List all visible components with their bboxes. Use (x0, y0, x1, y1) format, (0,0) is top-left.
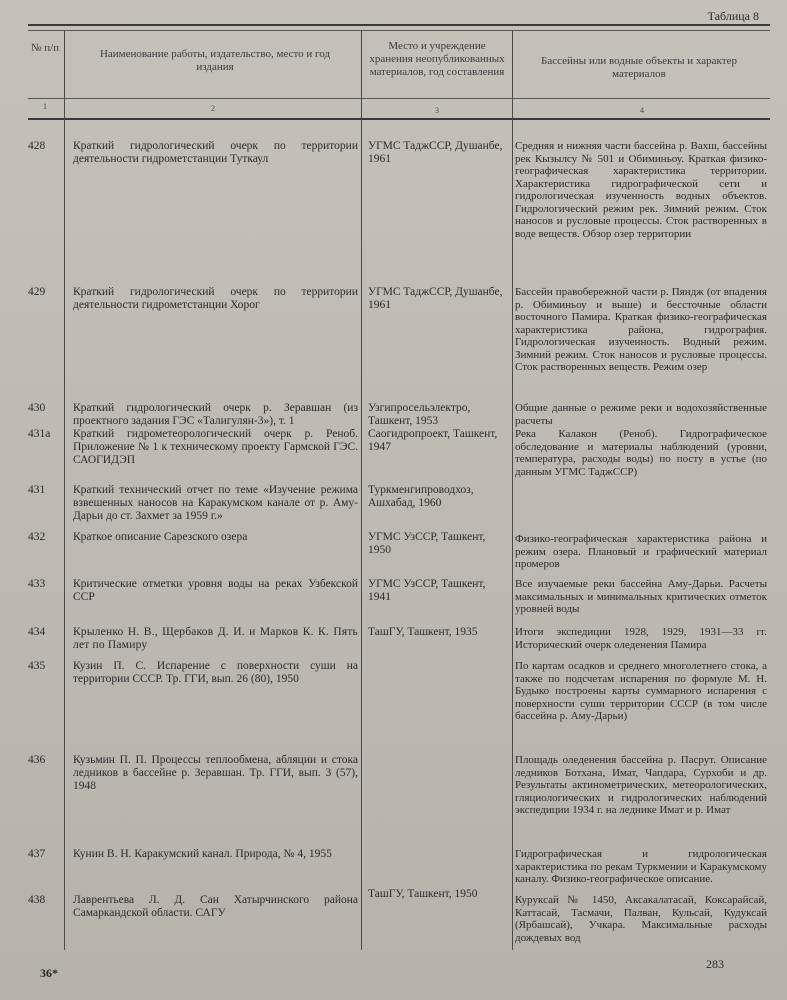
row-number: 435 (28, 660, 46, 672)
column-number-3: 3 (435, 106, 439, 115)
row-title: Крыленко Н. В., Щербаков Д. И. и Марков К. К. Пять лет по Памиру (73, 626, 358, 651)
row-place: Туркменгипроводхоз, Ашхабад, 1960 (368, 484, 474, 509)
row-title: Кузьмин П. П. Процессы теплообмена, абляции и стока ледников в бассейне р. Зеравшан. Тр. ГГИ, вып. 3 (57), 1948 (73, 754, 358, 792)
header-bottom-rule (28, 118, 770, 120)
row-place: УГМС УзССР, Ташкент, 1950 (368, 531, 486, 556)
row-title: Кунин В. Н. Каракумский канал. Природа, № 4, 1955 (73, 848, 332, 860)
row-place: Узгипросельэлектро, Ташкент, 1953 (368, 402, 471, 427)
row-description: Река Калакон (Реноб). Гидрографическое обследование и материалы наблюдений (уровни, температура, расходы воды) по посту в устье (по данным УГМС ТаджССР) (515, 428, 767, 478)
row-title: Краткий гидрологический очерк по территории деятельности гидрометстанции Хорог (73, 286, 358, 311)
column-number-4: 4 (640, 106, 644, 115)
row-description: Общие данные о режиме реки и водохозяйственные расчеты (515, 402, 767, 427)
row-description: По картам осадков и среднего многолетнего стока, а также по подсчетам испарения по формуле М. Н. Будыко построены карты суммарного испарения с поверхности суши территории СССР (в том числе бассейна р. Аму-Дарьи) (515, 660, 767, 722)
row-title: Краткое описание Сарезского озера (73, 531, 248, 543)
row-title: Краткий гидрологический очерк по территории деятельности гидрометстанции Туткаул (73, 140, 358, 165)
row-description: Площадь оледенения бассейна р. Пасрут. Описание ледников Ботхана, Имат, Чапдара, Сурхоби и др. Результаты актинометрических, метеорологических, гляциологических и гидрологических наблюдений экспедиции 1934 г. на леднике Имат и р. Имат (515, 754, 767, 816)
row-number: 431а (28, 428, 51, 440)
row-title: Лаврентьева Л. Д. Сан Хатырчинского района Самаркандской области. САГУ (73, 894, 358, 919)
row-number: 429 (28, 286, 46, 298)
row-description: Итоги экспедиции 1928, 1929, 1931—33 гг. Исторический очерк оледенения Памира (515, 626, 767, 651)
column-number-2: 2 (211, 104, 215, 113)
column-separator-1 (64, 30, 65, 950)
header-col1: № п/п (30, 42, 60, 54)
row-number: 430 (28, 402, 46, 414)
row-number: 438 (28, 894, 46, 906)
column-number-1: 1 (43, 102, 47, 111)
row-place: ТашГУ, Ташкент, 1935 (368, 626, 478, 638)
row-number: 436 (28, 754, 46, 766)
header-divider (28, 98, 770, 99)
row-place: УГМС ТаджССР, Душанбе, 1961 (368, 286, 503, 311)
row-number: 433 (28, 578, 46, 590)
row-description: Средняя и нижняя части бассейна р. Вахш, бассейны рек Кызылсу № 501 и Обиминьоу. Краткая физико-географическая характеристика территории. Характеристика гидрографической сети и гидрологическая изученность водных объектов. Гидрологический режим рек. Зимний режим. Сток наносов и русловые процессы. Сток растворенных в воде веществ. Обзор озер территории (515, 140, 767, 240)
row-place: Саогидропроект, Ташкент, 1947 (368, 428, 498, 453)
row-title: Критические отметки уровня воды на реках Узбекской ССР (73, 578, 358, 603)
row-title: Краткий гидрометеорологический очерк р. Реноб. Приложение № 1 к техническому проекту Гармской ГЭС. САОГИДЭП (73, 428, 358, 466)
row-place: ТашГУ, Ташкент, 1950 (368, 888, 478, 900)
row-description: Бассейн правобережной части р. Пяндж (от впадения р. Обиминьоу и выше) и бессточные области восточного Памира. Краткая физико-географическая характеристика района, гидрография. Гидрологическая изученность. Водный режим. Зимний режим. Сток наносов и русловые процессы. Сток растворенных веществ. Режим озер (515, 286, 767, 373)
row-description: Курyксай № 1450, Аксакалатасай, Коксарайсай, Каттасай, Тасмачи, Палван, Кульсай, Кудуксай (Ярбашсай), Учкара. Максимальные расходы дождевых вод (515, 894, 767, 944)
signature-mark: 36* (40, 966, 58, 980)
header-col2: Наименование работы, издательство, место и год издания (99, 48, 331, 73)
row-title: Краткий технический отчет по теме «Изучение режима взвешенных наносов на Каракумском канале от р. Аму-Дарьи до ст. Захмет за 1959 г.» (73, 484, 358, 522)
table-caption: Таблица 8 (707, 9, 759, 23)
column-separator-3 (512, 30, 513, 950)
row-description: Все изучаемые реки бассейна Аму-Дарьи. Расчеты максимальных и минимальных критических отметок уровней воды (515, 578, 767, 615)
table-top-rule-thin (28, 30, 770, 31)
row-number: 428 (28, 140, 46, 152)
row-title: Кузин П. С. Испарение с поверхности суши на территории СССР. Тр. ГГИ, вып. 26 (80), 1950 (73, 660, 358, 685)
header-col3: Место и учреждение хранения неопубликованных материалов, год составления (369, 40, 505, 78)
row-description: Физико-географическая характеристика района и режим озера. Плановый и графический материал промеров (515, 533, 767, 570)
row-place: УГМС УзССР, Ташкент, 1941 (368, 578, 486, 603)
row-place: УГМС ТаджССР, Душанбе, 1961 (368, 140, 503, 165)
column-separator-2 (361, 30, 362, 950)
table-top-rule (28, 24, 770, 26)
row-number: 437 (28, 848, 46, 860)
row-number: 434 (28, 626, 46, 638)
page-number: 283 (706, 957, 724, 971)
row-description: Гидрографическая и гидрологическая характеристика по рекам Туркмении и Каракумскому каналу. Физико-географическое описание. (515, 848, 767, 885)
header-col4: Бассейны или водные объекты и характер материалов (541, 55, 737, 80)
row-number: 432 (28, 531, 46, 543)
row-title: Краткий гидрологический очерк р. Зеравшан (из проектного задания ГЭС «Талигулян-3»), т. 1 (73, 402, 358, 427)
row-number: 431 (28, 484, 46, 496)
